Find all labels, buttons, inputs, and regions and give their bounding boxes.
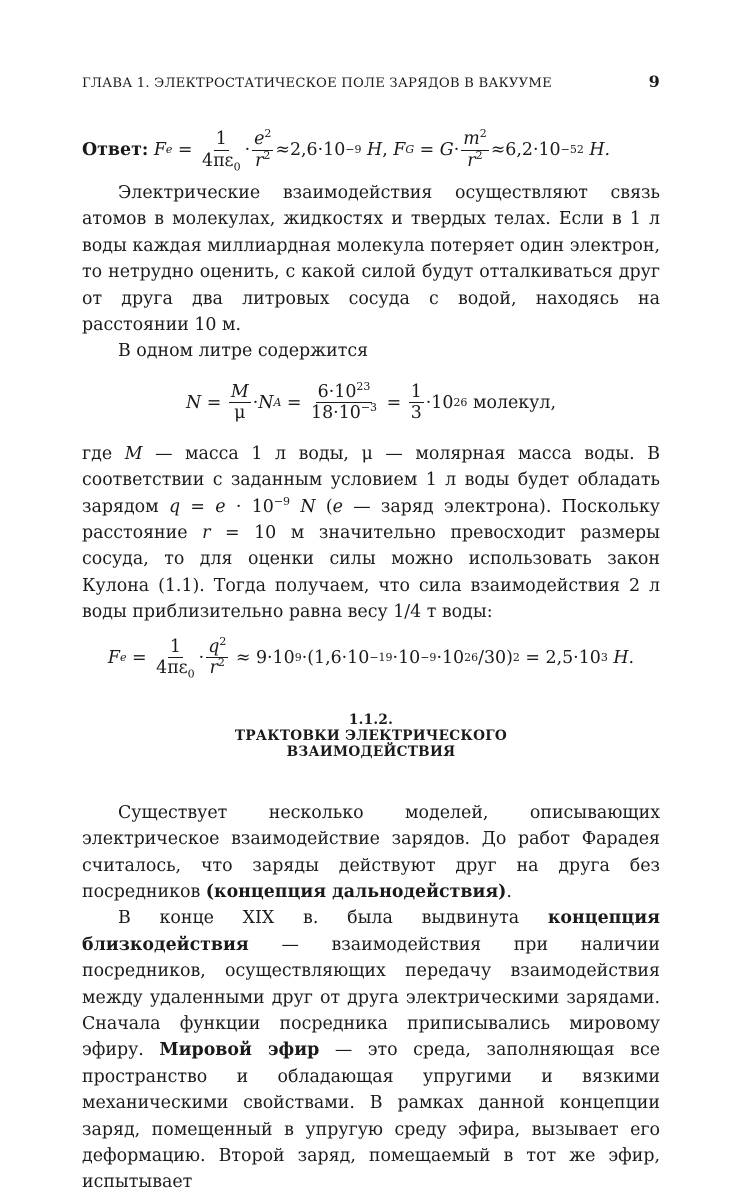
section-number: 1.1.2. xyxy=(348,711,394,728)
chapter-title: ГЛАВА 1. ЭЛЕКТРОСТАТИЧЕСКОЕ ПОЛЕ ЗАРЯДОВ В ВАКУУМЕ xyxy=(82,76,552,91)
formula-molecules: N = $\frac{M}{\mu}$ · N A = $\frac{6\cdot 10^{23}}{18\cdot 10^{-3}}$ = $\frac{1}{3}$ ·10 26 молекул, xyxy=(186,380,556,424)
running-header xyxy=(82,72,660,94)
paragraph-4: Существует несколько моделей, описывающих электрическое взаимодействие зарядов. До работ Фарадея считалось, что заряды действуют друг на друга без посредников (концепция дальнодействия). xyxy=(82,802,660,902)
fe-value: ≈2,6·10 xyxy=(275,140,346,160)
paragraph-3: где M — масса 1 л воды, μ — молярная масса воды. В соответствии с заданным условием 1 л воды будет обладать зарядом $q = e \cdot 10^{-9}$ N (e — заряд электрона). Поскольку расстояние r = 10 м значительно превосходит размеры сосуда, то для оценки силы можно использовать закон Кулона (1.1). Тогда получаем, что сила взаимодействия 2 л воды приблизительно равна весу 1/4 т воды: xyxy=(82,443,660,623)
answer-formula: Ответ: F e = $\frac{1}{4\pi\varepsilon_0}$ · $\frac{e^2}{r^2}$ ≈2,6·10 −9 H , F G = G · $\frac{m^2}{r^2}$ ≈6,2·10 −52 H. xyxy=(82,127,611,173)
section-title-line1: ТРАКТОВКИ ЭЛЕКТРИЧЕСКОГО xyxy=(234,727,508,744)
paragraph-2: В одном литре содержится xyxy=(118,341,369,362)
answer-label: Ответ: xyxy=(82,140,149,160)
fg-value: ≈6,2·10 xyxy=(490,140,561,160)
paragraph-5: В конце XIX в. была выдвинута концепция близкодействия — взаимодействия при наличии посредников, осуществляющих передачу взаимодействия между удаленными друг от друга электрическими зарядами. Сначала функции посредника приписывались мировому эфиру. Мировой эфир — это среда, заполняющая все пространство и обладающая упругими и вязкими механическими свойствами. В рамках данной концепции заряд, помещенный в упругую среду эфира, вызывает его деформацию. Второй заряд, помещаемый в тот же эфир, испытывает xyxy=(82,908,660,1193)
page-number: 9 xyxy=(648,72,660,91)
section-heading xyxy=(82,712,660,760)
formula-tail: молекул, xyxy=(472,392,556,413)
fe-unit: H xyxy=(367,140,383,160)
section-title-line2: ВЗАИМОДЕЙСТВИЯ xyxy=(286,743,456,760)
fg-unit: H. xyxy=(589,140,611,160)
book-page xyxy=(82,72,660,1196)
formula-force: F e = $\frac{1}{4\pi\varepsilon_0}$ · $\frac{q^2}{r^2}$ ≈ 9·10 9 ·(1,6·10 −19 ·10 −9 ·10 26 /30) 2 = 2,5·10 3 H . xyxy=(107,635,635,681)
paragraph-1: Электрические взаимодействия осуществляют связь атомов в молекулах, жидкостях и твердых телах. Если в 1 л воды каждая миллиардная молекула потеряет один электрон, то нетрудно оценить, с какой силой будут отталкиваться друг от друга два литровых сосуда с водой, находясь на расстоянии 10 м. xyxy=(82,183,660,336)
